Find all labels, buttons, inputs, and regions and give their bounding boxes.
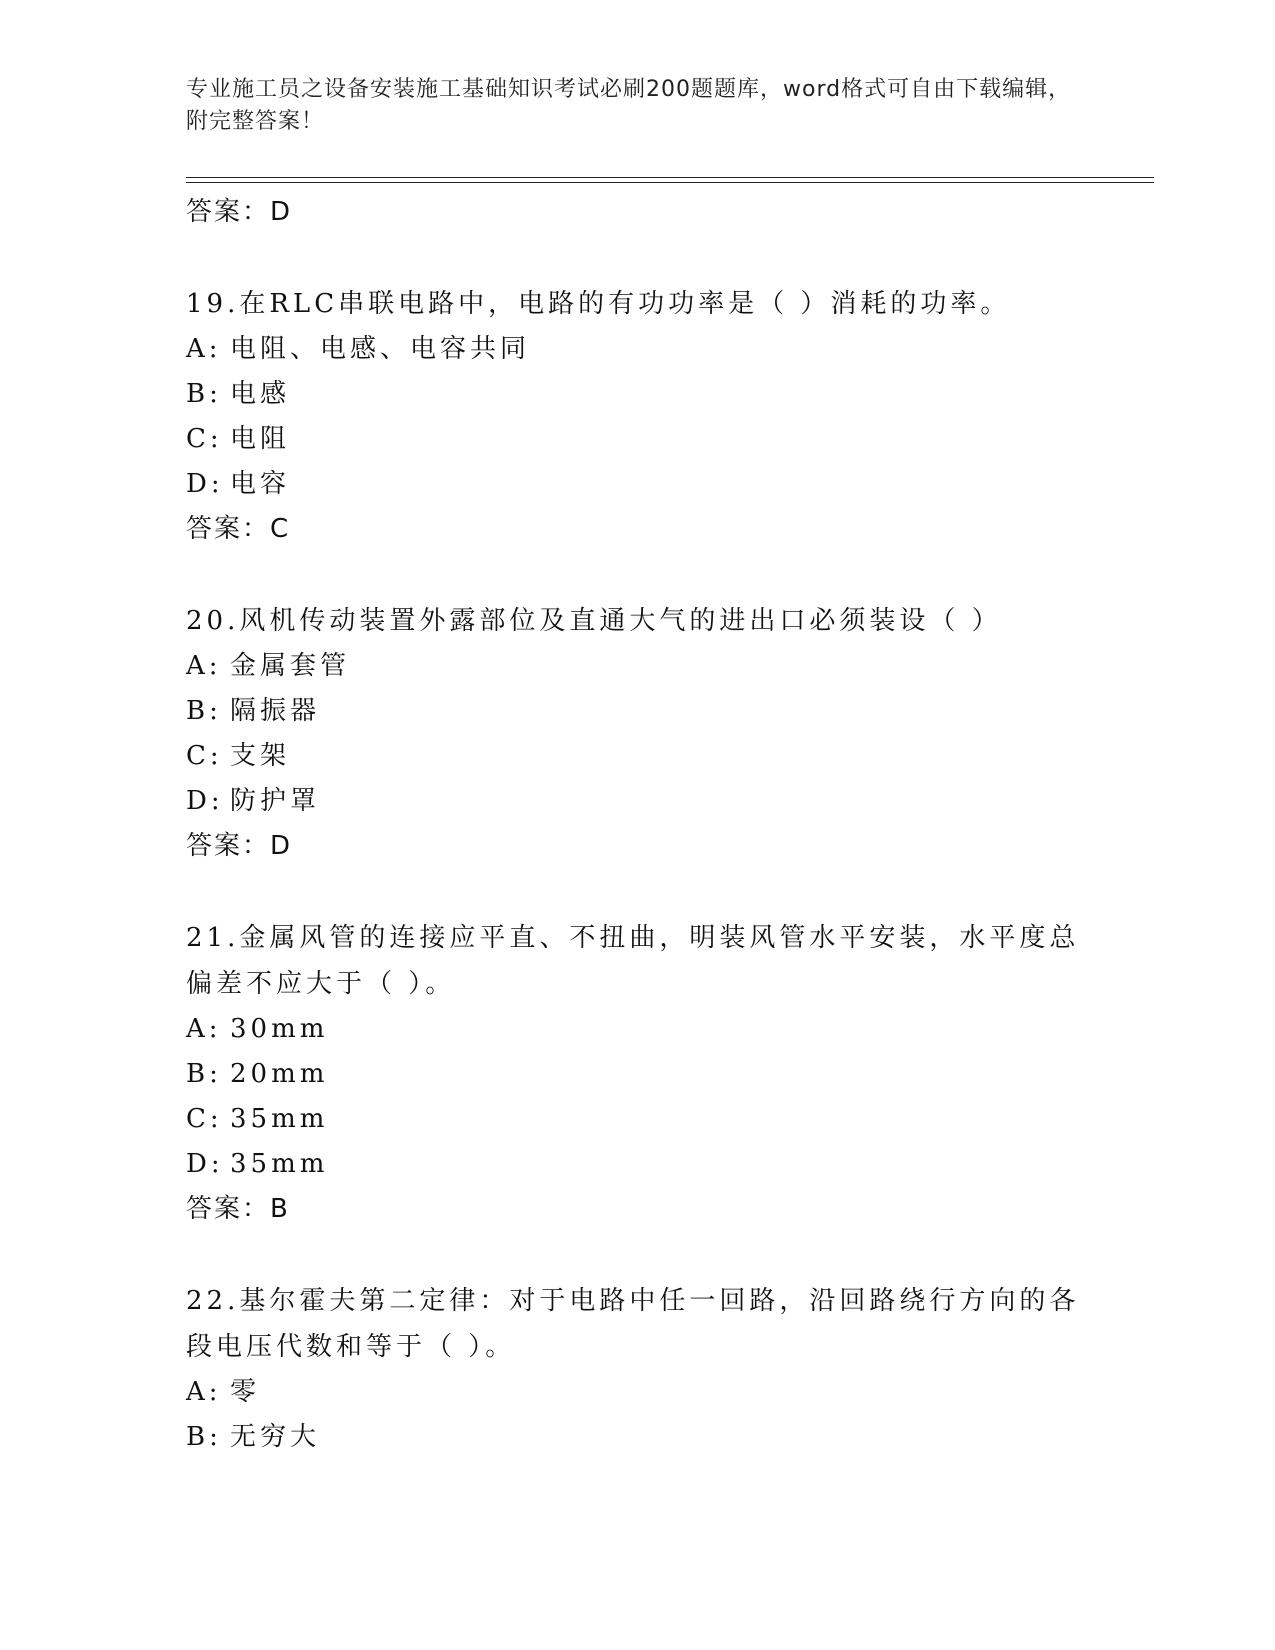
option-text: 35mm	[230, 1149, 329, 1179]
option-text: 零	[230, 1377, 261, 1407]
option-key: A:	[186, 651, 222, 681]
option-text: 防护罩	[230, 786, 321, 816]
option-key: C:	[186, 1104, 223, 1134]
option-a	[186, 644, 1086, 689]
option-text: 35mm	[230, 1104, 329, 1134]
option-c	[186, 734, 1086, 779]
option-key: B:	[186, 1059, 222, 1089]
option-b	[186, 1052, 1086, 1097]
option-text: 支架	[230, 741, 291, 771]
option-key: A:	[186, 1014, 222, 1044]
option-text: 20mm	[230, 1059, 329, 1089]
question-list	[186, 190, 1086, 1460]
question-stem: 22.基尔霍夫第二定律：对于电路中任一回路，沿回路绕行方向的各段电压代数和等于（ ）。	[186, 1286, 1080, 1362]
option-text: 电阻	[230, 424, 291, 454]
option-a	[186, 1370, 1086, 1415]
option-text: 电容	[230, 469, 291, 499]
option-text: 金属套管	[230, 651, 351, 681]
option-key: C:	[186, 741, 223, 771]
option-key: D:	[186, 469, 224, 499]
question-block	[186, 598, 1086, 868]
option-d	[186, 462, 1086, 507]
question-stem: 19.在RLC串联电路中，电路的有功功率是（ ）消耗的功率。	[186, 289, 1011, 319]
document-header: 专业施工员之设备安装施工基础知识考试必刷200题题库，word格式可自由下载编辑，附完整答案！	[186, 77, 1072, 134]
option-key: B:	[186, 1422, 222, 1452]
option-key: D:	[186, 1149, 224, 1179]
header-rule-bottom	[186, 182, 1154, 183]
question-block	[186, 1278, 1086, 1460]
option-text: 无穷大	[230, 1422, 321, 1452]
question-stem: 20.风机传动装置外露部位及直通大气的进出口必须装设（ ）	[186, 606, 1002, 636]
option-a	[186, 1007, 1086, 1052]
question-stem: 21.金属风管的连接应平直、不扭曲，明装风管水平安装，水平度总偏差不应大于（ ）。	[186, 923, 1080, 999]
option-key: D:	[186, 786, 224, 816]
option-text: 隔振器	[230, 696, 321, 726]
question-block	[186, 281, 1086, 551]
option-key: C:	[186, 424, 223, 454]
question-block	[186, 915, 1086, 1231]
option-key: A:	[186, 1377, 222, 1407]
option-key: A:	[186, 334, 222, 364]
option-c	[186, 1097, 1086, 1142]
option-c	[186, 417, 1086, 462]
option-b	[186, 1415, 1086, 1460]
option-b	[186, 689, 1086, 734]
option-text: 电感	[230, 379, 291, 409]
option-text: 电阻、电感、电容共同	[230, 334, 531, 364]
header-rule-top	[186, 177, 1154, 178]
option-b	[186, 372, 1086, 417]
option-d	[186, 779, 1086, 824]
answer-line: 答案：D	[186, 831, 293, 861]
answer-line: 答案：C	[186, 514, 291, 544]
answer-line: 答案：D	[186, 197, 293, 227]
answer-line: 答案：B	[186, 1194, 290, 1224]
option-a	[186, 327, 1086, 372]
option-key: B:	[186, 696, 222, 726]
option-key: B:	[186, 379, 222, 409]
option-text: 30mm	[230, 1014, 329, 1044]
option-d	[186, 1142, 1086, 1187]
